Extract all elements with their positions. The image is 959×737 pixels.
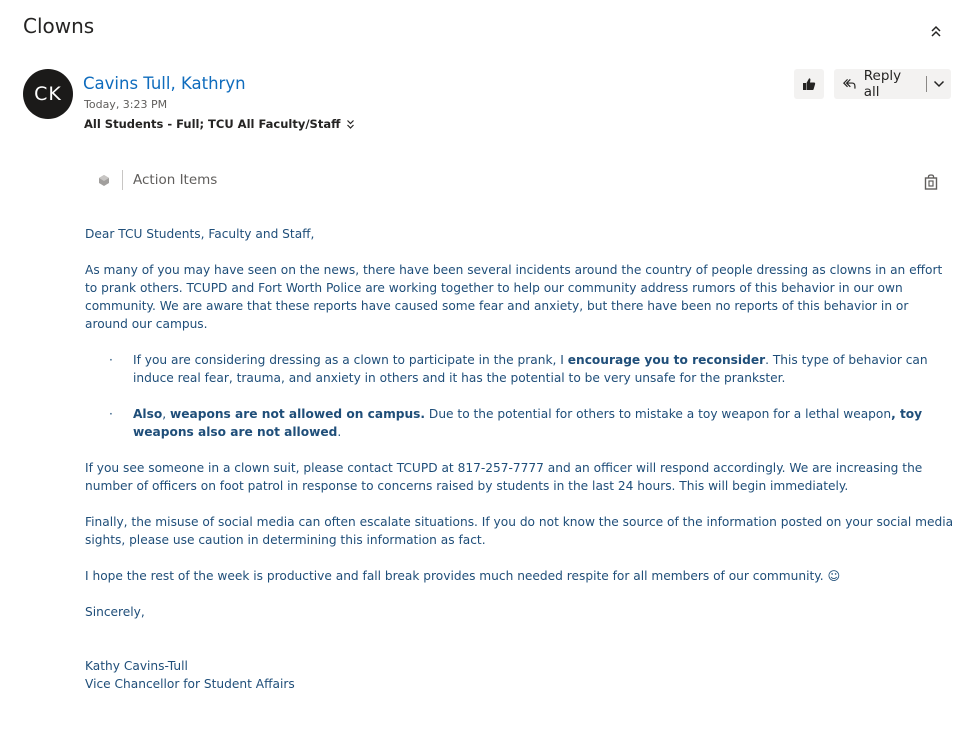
sender-avatar[interactable]: CK [23,69,73,119]
body-paragraph-3: Finally, the misuse of social media can often escalate situations. If you do not know the source of the information posted on your social media sights, please use caution in determining this information as fact. [85,515,954,547]
bullet-2-emphasis-3: , toy weapons also are not allowed [133,407,923,439]
chevron-down-icon [933,80,945,88]
signature [85,657,955,693]
action-items-link[interactable]: Action Items [133,172,218,188]
bullet-2-text: Due to the potential for others to mistake a toy weapon for a lethal weapon [425,407,892,421]
bullet-marker: · [109,353,113,367]
reply-all-group [834,69,951,99]
bullet-1-rest: . This type of behavior can induce real fear, trauma, and anxiety in others and it has the potential to be very unsafe for the prankster. [133,353,928,385]
action-bar [95,170,217,190]
bullet-1-text: If you are considering dressing as a clown to participate in the prank, I [133,353,568,367]
sender-name-link[interactable]: Cavins Tull, Kathryn [83,74,246,93]
store-bag-button[interactable] [922,172,940,192]
recipients-text: All Students - Full; TCU All Faculty/Staff [84,117,341,131]
reply-all-button[interactable] [834,69,917,99]
collapse-thread-button[interactable] [925,20,947,42]
closing: Sincerely, [85,605,145,619]
body-paragraph-4: I hope the rest of the week is productive and fall break provides much needed respite for all members of our community. ☺ [85,569,841,583]
email-subject: Clowns [23,14,95,38]
addin-icon[interactable] [95,171,113,189]
store-bag-icon [924,174,938,190]
signature-name: Kathy Cavins-Tull [85,659,188,673]
signature-title: Vice Chancellor for Student Affairs [85,677,295,691]
email-timestamp: Today, 3:23 PM [84,98,168,111]
double-chevron-up-icon [930,24,942,38]
recipients-line[interactable] [84,117,355,131]
bullet-list [85,351,955,441]
body-paragraph-2: If you see someone in a clown suit, please contact TCUPD at 817-257-7777 and an officer will respond accordingly. We are increasing the number of officers on foot patrol in response to concerns raised by students in the last 24 hours. This will begin immediately. [85,461,923,493]
bullet-2-emphasis-1: Also [133,407,163,421]
bullet-2-emphasis-2: weapons are not allowed on campus. [170,407,426,421]
double-chevron-down-icon[interactable] [346,119,355,130]
body-paragraph-1: As many of you may have seen on the news, there have been several incidents around the country of people dressing as clowns in an effort to prank others. TCUPD and Fort Worth Police are working together to help our community address rumors of this behavior in our own community. We are aware that these reports have caused some fear and anxiety, but there have been no reports of this behavior in or around our campus. [85,263,943,331]
bullet-2-comma: , [162,407,170,421]
reply-all-label: Reply all [863,68,902,100]
reply-options-button[interactable] [927,69,951,99]
bullet-marker: · [109,407,113,421]
bullet-item-2 [85,405,955,441]
bullet-item-1 [85,351,955,387]
like-button[interactable] [794,69,824,99]
email-body [85,225,955,693]
greeting: Dear TCU Students, Faculty and Staff, [85,227,315,241]
action-separator [122,170,123,190]
bullet-2-end: . [337,425,342,439]
bullet-1-emphasis: encourage you to reconsider [567,353,766,367]
thumbs-up-icon [802,77,816,91]
reply-all-icon [842,76,857,92]
